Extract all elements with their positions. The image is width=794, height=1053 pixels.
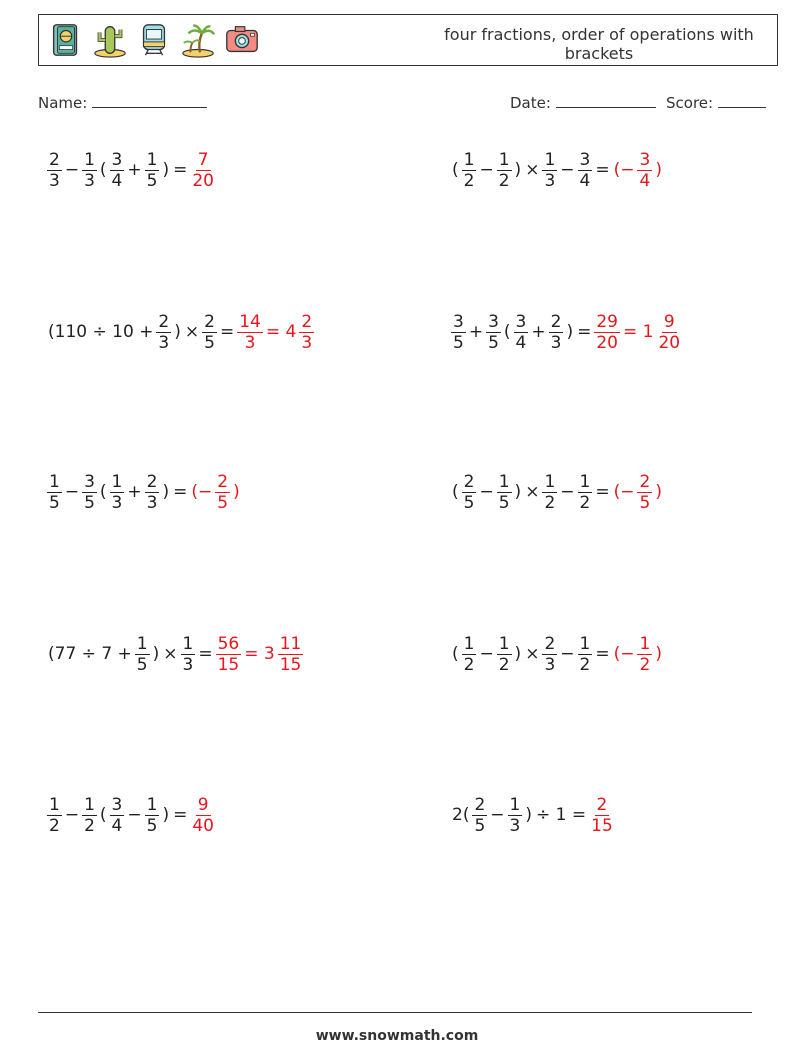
operator: × [525, 160, 540, 180]
denominator: 2 [498, 170, 510, 191]
denominator: 2 [579, 654, 591, 675]
icon-strip [47, 21, 261, 59]
denominator: 3 [509, 815, 521, 836]
denominator: 2 [463, 654, 475, 675]
denominator: 2 [639, 654, 651, 675]
problem-expression [46, 795, 189, 836]
fraction [278, 634, 304, 675]
fraction [637, 472, 652, 513]
fraction [589, 795, 615, 836]
operator: (− [191, 482, 213, 502]
fraction [216, 634, 242, 675]
operator: (77 ÷ 7 + [48, 644, 132, 664]
fraction [47, 795, 62, 836]
problem [46, 462, 242, 522]
denominator: 5 [488, 332, 499, 353]
worksheet-title: four fractions, order of operations with brackets [444, 25, 754, 63]
numerator: 3 [515, 311, 527, 332]
fraction [497, 634, 512, 675]
operator: × [184, 322, 200, 342]
problem-expression [450, 634, 612, 675]
fraction [237, 312, 263, 353]
problem-answer [236, 312, 315, 353]
train-icon [135, 21, 173, 59]
fraction [542, 634, 557, 675]
name-field [38, 93, 207, 112]
denominator: 15 [591, 815, 613, 836]
operator: ( [99, 160, 107, 180]
problem-expression [450, 472, 612, 513]
problem [46, 140, 217, 200]
problem [46, 785, 217, 845]
numerator: 2 [639, 471, 651, 492]
problem-answer [612, 150, 664, 191]
denominator: 3 [84, 170, 95, 191]
fraction [514, 312, 529, 353]
numerator: 2 [204, 311, 215, 332]
numerator: 2 [474, 794, 486, 815]
operator: ) [525, 805, 532, 825]
denominator: 5 [217, 492, 229, 513]
denominator: 5 [204, 332, 215, 353]
footer-divider [38, 1012, 752, 1013]
numerator: 1 [182, 633, 194, 654]
operator: ) [152, 644, 160, 664]
numerator: 1 [544, 149, 556, 170]
operator: + [127, 160, 142, 180]
fraction [190, 150, 216, 191]
fraction [497, 150, 512, 191]
operator: = 3 [244, 644, 275, 664]
problem [46, 302, 315, 362]
denominator: 5 [453, 332, 464, 353]
fraction [637, 150, 652, 191]
operator: − [560, 160, 575, 180]
numerator: 2 [146, 471, 158, 492]
numerator: 1 [639, 633, 651, 654]
operator: ÷ 1 = [536, 805, 587, 825]
problem-answer [189, 795, 217, 836]
denominator: 5 [498, 492, 510, 513]
operator: ) [233, 482, 240, 502]
denominator: 5 [474, 815, 486, 836]
operator: ) [566, 322, 574, 342]
denominator: 5 [146, 170, 158, 191]
denominator: 2 [579, 492, 591, 513]
problem-answer [593, 312, 683, 353]
fraction [594, 312, 620, 353]
fraction [578, 150, 593, 191]
problem-answer [588, 795, 616, 836]
problem-expression [46, 634, 215, 675]
name-label: Name: [38, 94, 88, 112]
numerator: 3 [111, 794, 123, 815]
problem-answer [215, 634, 305, 675]
denominator: 4 [111, 170, 123, 191]
denominator: 5 [146, 815, 158, 836]
denominator: 40 [192, 815, 214, 836]
denominator: 20 [192, 170, 214, 191]
problem [450, 462, 664, 522]
denominator: 3 [550, 332, 562, 353]
denominator: 3 [182, 654, 194, 675]
fraction [135, 634, 150, 675]
numerator: 11 [279, 633, 302, 654]
score-label: Score: [666, 94, 714, 112]
name-blank[interactable] [92, 93, 207, 108]
numerator: 3 [84, 471, 95, 492]
operator: ) [162, 160, 170, 180]
camera-icon [223, 21, 261, 59]
denominator: 20 [596, 332, 618, 353]
palm-island-icon [179, 21, 217, 59]
problem-answer [189, 472, 241, 513]
operator: = [173, 160, 188, 180]
operator: ) [514, 644, 522, 664]
fraction [578, 634, 593, 675]
numerator: 3 [639, 149, 651, 170]
numerator: 2 [544, 633, 556, 654]
operator: ) [655, 160, 662, 180]
numerator: 3 [579, 149, 591, 170]
fraction [82, 795, 97, 836]
operator: = 1 [622, 322, 654, 342]
fraction [497, 472, 512, 513]
numerator: 3 [453, 311, 464, 332]
problem [450, 624, 664, 684]
operator: ) [655, 482, 662, 502]
numerator: 9 [197, 794, 209, 815]
operator: − [560, 482, 575, 502]
numerator: 3 [488, 311, 499, 332]
problem-expression [450, 150, 612, 191]
fraction [451, 312, 466, 353]
denominator: 4 [579, 170, 591, 191]
operator: ) [162, 482, 170, 502]
problem-answer [612, 472, 664, 513]
operator: × [163, 644, 178, 664]
denominator: 3 [111, 492, 123, 513]
operator: = [173, 482, 188, 502]
problem [450, 785, 616, 845]
denominator: 4 [639, 170, 651, 191]
denominator: 2 [498, 654, 510, 675]
denominator: 15 [217, 654, 240, 675]
problem-expression [46, 472, 189, 513]
fraction [202, 312, 217, 353]
operator: ) [514, 160, 522, 180]
operator: (− [613, 482, 635, 502]
denominator: 5 [49, 492, 60, 513]
numerator: 1 [544, 471, 556, 492]
problem [450, 302, 683, 362]
denominator: 2 [49, 815, 60, 836]
fraction [549, 312, 564, 353]
denominator: 2 [463, 170, 475, 191]
denominator: 3 [544, 654, 556, 675]
fraction [462, 150, 477, 191]
operator: − [479, 644, 494, 664]
operator: ( [503, 322, 511, 342]
fraction [472, 795, 487, 836]
fraction [47, 472, 62, 513]
operator: = [577, 322, 592, 342]
fraction [542, 472, 557, 513]
numerator: 1 [111, 471, 123, 492]
problem-expression [46, 312, 236, 353]
operator: (− [613, 644, 635, 664]
numerator: 1 [509, 794, 521, 815]
operator: ) [162, 805, 170, 825]
numerator: 1 [84, 794, 95, 815]
operator: − [127, 805, 142, 825]
numerator: 1 [463, 149, 475, 170]
fraction [486, 312, 501, 353]
operator: − [64, 805, 80, 825]
operator: − [64, 160, 80, 180]
numerator: 1 [49, 471, 60, 492]
problem [450, 140, 664, 200]
denominator: 3 [158, 332, 170, 353]
numerator: 56 [217, 633, 240, 654]
operator: + [127, 482, 142, 502]
operator: ( [452, 644, 459, 664]
problem [46, 624, 304, 684]
numerator: 3 [111, 149, 123, 170]
fraction [156, 312, 171, 353]
operator: (110 ÷ 10 + [48, 322, 154, 342]
passport-icon [47, 21, 85, 59]
operator: ( [452, 482, 459, 502]
denominator: 3 [146, 492, 158, 513]
denominator: 3 [244, 332, 256, 353]
operator: ) [174, 322, 181, 342]
fraction [145, 795, 160, 836]
operator: + [531, 322, 546, 342]
problem-expression [450, 312, 593, 353]
numerator: 2 [49, 149, 60, 170]
numerator: 2 [463, 471, 475, 492]
fraction [145, 472, 160, 513]
operator: ( [99, 482, 107, 502]
fraction [299, 312, 314, 353]
operator: = [595, 644, 610, 664]
numerator: 1 [498, 149, 510, 170]
operator: − [479, 160, 494, 180]
numerator: 9 [663, 311, 675, 332]
fraction [578, 472, 593, 513]
operator: = [198, 644, 213, 664]
fraction [110, 472, 125, 513]
fraction [190, 795, 216, 836]
fraction [110, 150, 125, 191]
denominator: 20 [658, 332, 681, 353]
date-blank[interactable] [556, 93, 656, 108]
numerator: 1 [136, 633, 148, 654]
denominator: 3 [544, 170, 556, 191]
operator: ) [655, 644, 662, 664]
numerator: 2 [301, 311, 313, 332]
score-field [666, 93, 766, 112]
denominator: 5 [136, 654, 148, 675]
fraction [462, 634, 477, 675]
denominator: 2 [544, 492, 556, 513]
operator: 2( [452, 805, 470, 825]
operator: − [490, 805, 505, 825]
numerator: 1 [498, 633, 510, 654]
date-label: Date: [510, 94, 551, 112]
worksheet-header [38, 14, 778, 66]
fraction [508, 795, 523, 836]
operator: = [173, 805, 188, 825]
fraction [82, 150, 97, 191]
numerator: 7 [197, 149, 209, 170]
numerator: 1 [579, 471, 591, 492]
fraction [181, 634, 196, 675]
problem-answer [612, 634, 664, 675]
problem-answer [189, 150, 217, 191]
numerator: 1 [579, 633, 591, 654]
operator: − [560, 644, 575, 664]
operator: = [595, 160, 610, 180]
numerator: 1 [463, 633, 475, 654]
fraction [656, 312, 682, 353]
operator: = [219, 322, 235, 342]
numerator: 1 [146, 794, 158, 815]
operator: ( [99, 805, 107, 825]
denominator: 4 [111, 815, 123, 836]
cactus-icon [91, 21, 129, 59]
denominator: 5 [463, 492, 475, 513]
fraction [110, 795, 125, 836]
denominator: 15 [279, 654, 302, 675]
operator: − [479, 482, 494, 502]
denominator: 5 [84, 492, 95, 513]
fraction [542, 150, 557, 191]
problem-expression [450, 795, 588, 836]
problem-expression [46, 150, 189, 191]
operator: ) [514, 482, 522, 502]
operator: × [525, 644, 540, 664]
denominator: 3 [49, 170, 60, 191]
numerator: 2 [550, 311, 562, 332]
fraction [145, 150, 160, 191]
operator: (− [613, 160, 635, 180]
denominator: 4 [515, 332, 527, 353]
date-field [510, 93, 656, 112]
denominator: 5 [639, 492, 651, 513]
footer-url: www.snowmath.com [315, 1028, 479, 1044]
fraction [637, 634, 652, 675]
numerator: 2 [596, 794, 608, 815]
operator: ( [452, 160, 459, 180]
score-blank[interactable] [718, 93, 766, 108]
numerator: 2 [158, 311, 170, 332]
fraction [462, 472, 477, 513]
numerator: 1 [49, 794, 60, 815]
numerator: 29 [596, 311, 618, 332]
operator: = [595, 482, 610, 502]
operator: = 4 [265, 322, 297, 342]
denominator: 2 [84, 815, 95, 836]
denominator: 3 [301, 332, 313, 353]
numerator: 1 [146, 149, 158, 170]
operator: × [525, 482, 540, 502]
operator: − [64, 482, 80, 502]
operator: + [468, 322, 484, 342]
fraction [47, 150, 62, 191]
fraction [82, 472, 97, 513]
numerator: 1 [498, 471, 510, 492]
numerator: 2 [217, 471, 229, 492]
numerator: 14 [239, 311, 261, 332]
fraction [215, 472, 230, 513]
numerator: 1 [84, 149, 95, 170]
